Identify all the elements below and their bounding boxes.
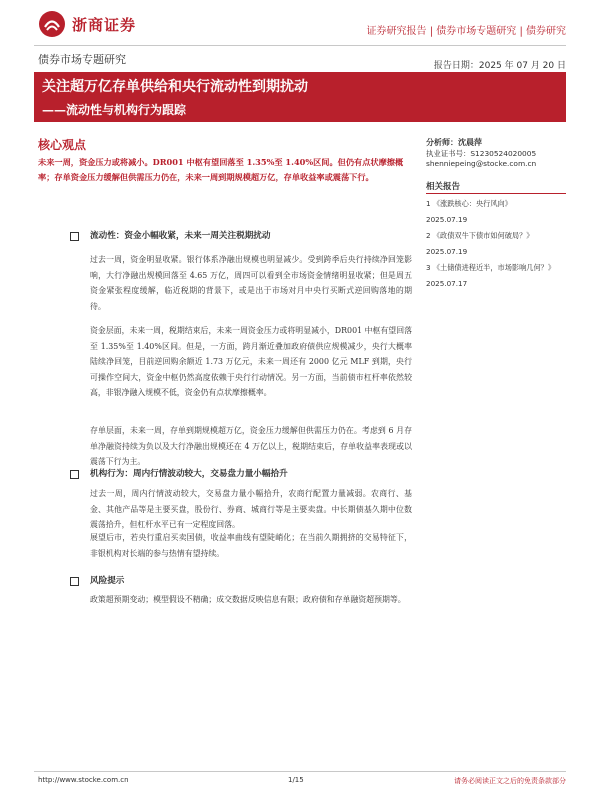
body-paragraph: 过去一周，周内行情波动较大，交易盘力量小幅拾升，农商行配置力量减弱。农商行、基金、其他产品等是主要买盘，股份行、券商、城商行等是主要卖盘。中长期债基久期中位数震荡拾升，但杠杆水平已有一定程度回落。 — [90, 489, 412, 529]
body-paragraph: 存单层面，未来一周，存单到期规模超万亿，资金压力缓解但供需压力仍在。考虑到 6 月存单净融资持续为负以及大行净融出规模还在 4 万亿以上，税期结束后，存单收益率表现或以震荡下行为主。 — [90, 426, 412, 466]
body-paragraph: 过去一周，资金明显收紧。银行体系净融出规模也明显减少。受到跨季后央行持续净回笼影响，大行净融出规模回落至 4.65 万亿，周四可以看到全市场资金情绪明显收紧；但是周五资金紧张程度缓解，临近税期的背景下，或是出于市场对月中央行买断式逆回购落地的期待。 — [90, 255, 412, 311]
report-title: 关注超万亿存单供给和央行流动性到期扰动 — [42, 79, 308, 95]
analyst-cert: 执业证书号：S1230524020005 — [426, 149, 537, 158]
brand-name: 浙商证券 — [72, 15, 137, 34]
analyst-name: 分析师：沈晨萍 — [426, 138, 482, 147]
section-heading-institution: 机构行为：周内行情波动较大，交易盘力量小幅拾升 — [90, 469, 288, 479]
footer-url[interactable]: http://www.stocke.com.cn — [38, 776, 129, 784]
section-bullet-icon — [70, 577, 79, 586]
related-reports-divider — [426, 193, 566, 194]
brand-logo — [38, 10, 136, 38]
footer-divider — [34, 771, 566, 772]
key-views-text — [38, 155, 413, 185]
analyst-email[interactable]: shenniepeing@stocke.com.cn — [426, 159, 537, 168]
header-divider — [34, 45, 566, 46]
section-bullet-icon — [70, 232, 79, 241]
page-number: 1/15 — [288, 776, 304, 784]
related-reports-list — [426, 196, 566, 292]
brand-mark-icon — [38, 10, 66, 38]
section-body-institution — [90, 530, 412, 561]
related-report-date: 2025.07.19 — [426, 246, 468, 256]
section-body-institution — [90, 486, 412, 533]
body-paragraph: 政策超预期变动；模型假设不精确；成交数据反映信息有限；政府债和存单融资超预期等。 — [90, 595, 406, 604]
key-views-heading: 核心观点 — [38, 138, 87, 152]
body-paragraph: 展望后市，若央行重启买卖国债，收益率曲线有望陡峭化；在当前久期拥挤的交易特征下，非银机构对长端的参与热情有望持续。 — [90, 533, 412, 558]
related-reports-heading: 相关报告 — [426, 182, 461, 192]
report-date: 报告日期：2025 年 07 月 20 日 — [433, 61, 566, 71]
section-body-liquidity — [90, 252, 412, 314]
key-views-paragraph: 未来一周，资金压力或将减小。DR001 中枢有望回落至 1.35%至 1.40%区间。但仍有点状摩擦概率；存单资金压力缓解但供需压力仍在，未来一周到期规模超万亿，存单收益率或震荡下行。 — [38, 157, 404, 182]
related-report-title[interactable]: 1 《涨跌核心：央行风向》 — [426, 199, 512, 208]
report-category-links: 证券研究报告 | 债券市场专题研究 | 债券研究 — [366, 26, 566, 37]
related-report-item[interactable] — [426, 228, 566, 259]
related-report-title[interactable]: 3 《土储债进程近半，市场影响几何？》 — [426, 263, 556, 272]
sub-category: 债券市场专题研究 — [38, 53, 126, 66]
section-body-liquidity — [90, 423, 412, 470]
report-subtitle: ——流动性与机构行为跟踪 — [42, 103, 187, 117]
related-report-date: 2025.07.19 — [426, 214, 468, 224]
section-body-risk — [90, 592, 412, 608]
related-report-item[interactable] — [426, 260, 566, 291]
section-heading-liquidity: 流动性：资金小幅收紧，未来一周关注税期扰动 — [90, 231, 271, 241]
footer-disclaimer: 请务必阅读正文之后的免责条款部分 — [454, 777, 566, 785]
section-body-liquidity — [90, 323, 412, 401]
section-bullet-icon — [70, 470, 79, 479]
body-paragraph: 资金层面，未来一周，税期结束后，未来一周资金压力或将明显减小，DR001 中枢有望回落至 1.35%至 1.40%区间。但是，一方面，跨月渐近叠加政府债供应规模减少，央行大概率陆续净回笼，目前逆回购余额近 1.73 万亿元，未来一周还有 2000 亿元 MLF 到期，央行可操作空间大，资金中枢仍然高度依赖于央行行动情况。另一方面，当前债市杠杆率依然较高，非银净融入规模不低，资金仍有点状摩擦概率。 — [90, 326, 412, 397]
section-heading-risk: 风险提示 — [90, 576, 125, 586]
related-report-item[interactable] — [426, 196, 566, 227]
related-report-date: 2025.07.17 — [426, 278, 468, 288]
related-report-title[interactable]: 2 《政债双牛下债市如何破局？》 — [426, 231, 534, 240]
